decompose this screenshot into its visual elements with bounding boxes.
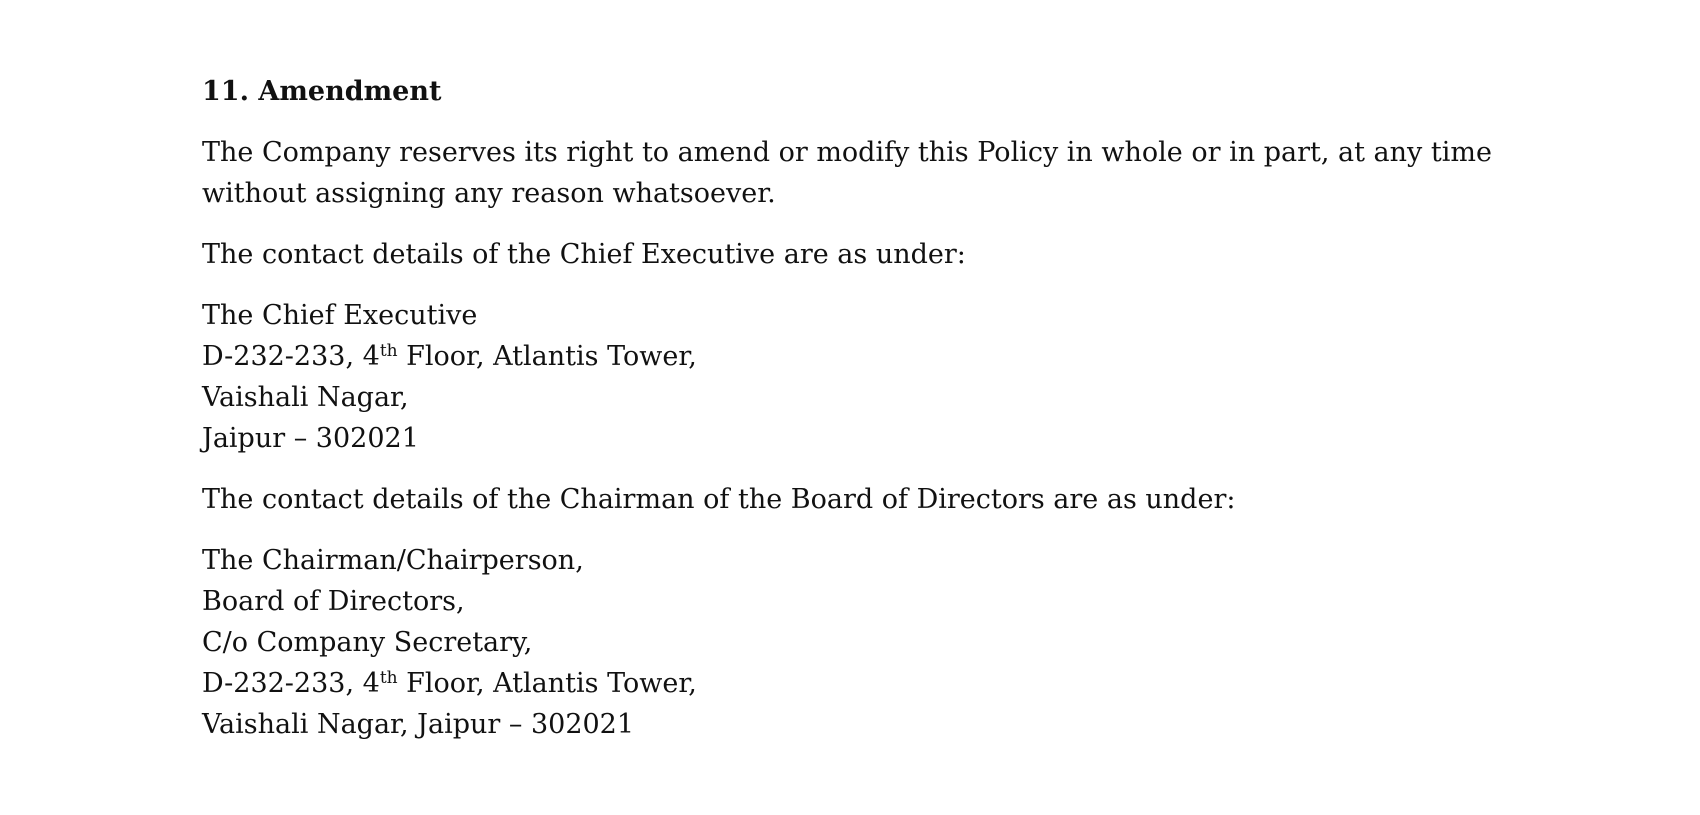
document-page <box>202 72 1502 765</box>
section-heading: 11. Amendment <box>202 76 442 107</box>
ce-address-line-2-pre: D-232-233, 4 <box>202 341 380 372</box>
chairman-address-line-4-sup: th <box>379 668 398 688</box>
amendment-paragraph: The Company reserves its right to amend or modify this Policy in whole or in part, at any time without assigning any reason whatsoever. <box>202 137 1492 209</box>
ce-contact-intro: The contact details of the Chief Executive are as under: <box>202 239 966 270</box>
chairman-address-line-5: Vaishali Nagar, Jaipur – 302021 <box>202 709 635 740</box>
ce-address-line-2-sup: th <box>379 341 398 361</box>
ce-address-line-3: Vaishali Nagar, <box>202 382 409 413</box>
chairman-address-block <box>202 540 1502 745</box>
chairman-address-line-3: C/o Company Secretary, <box>202 627 533 658</box>
ce-address-block <box>202 295 1502 459</box>
ce-address-line-2 <box>202 336 1502 377</box>
chairman-address-line-4-post: Floor, Atlantis Tower, <box>397 668 697 699</box>
chairman-address-line-2: Board of Directors, <box>202 586 465 617</box>
ce-address-line-1: The Chief Executive <box>202 300 478 331</box>
ce-address-line-4: Jaipur – 302021 <box>202 423 419 454</box>
chairman-contact-intro: The contact details of the Chairman of the Board of Directors are as under: <box>202 484 1236 515</box>
chairman-address-line-4 <box>202 663 1502 704</box>
chairman-address-line-1: The Chairman/Chairperson, <box>202 545 584 576</box>
chairman-address-line-4-pre: D-232-233, 4 <box>202 668 380 699</box>
ce-address-line-2-post: Floor, Atlantis Tower, <box>397 341 697 372</box>
